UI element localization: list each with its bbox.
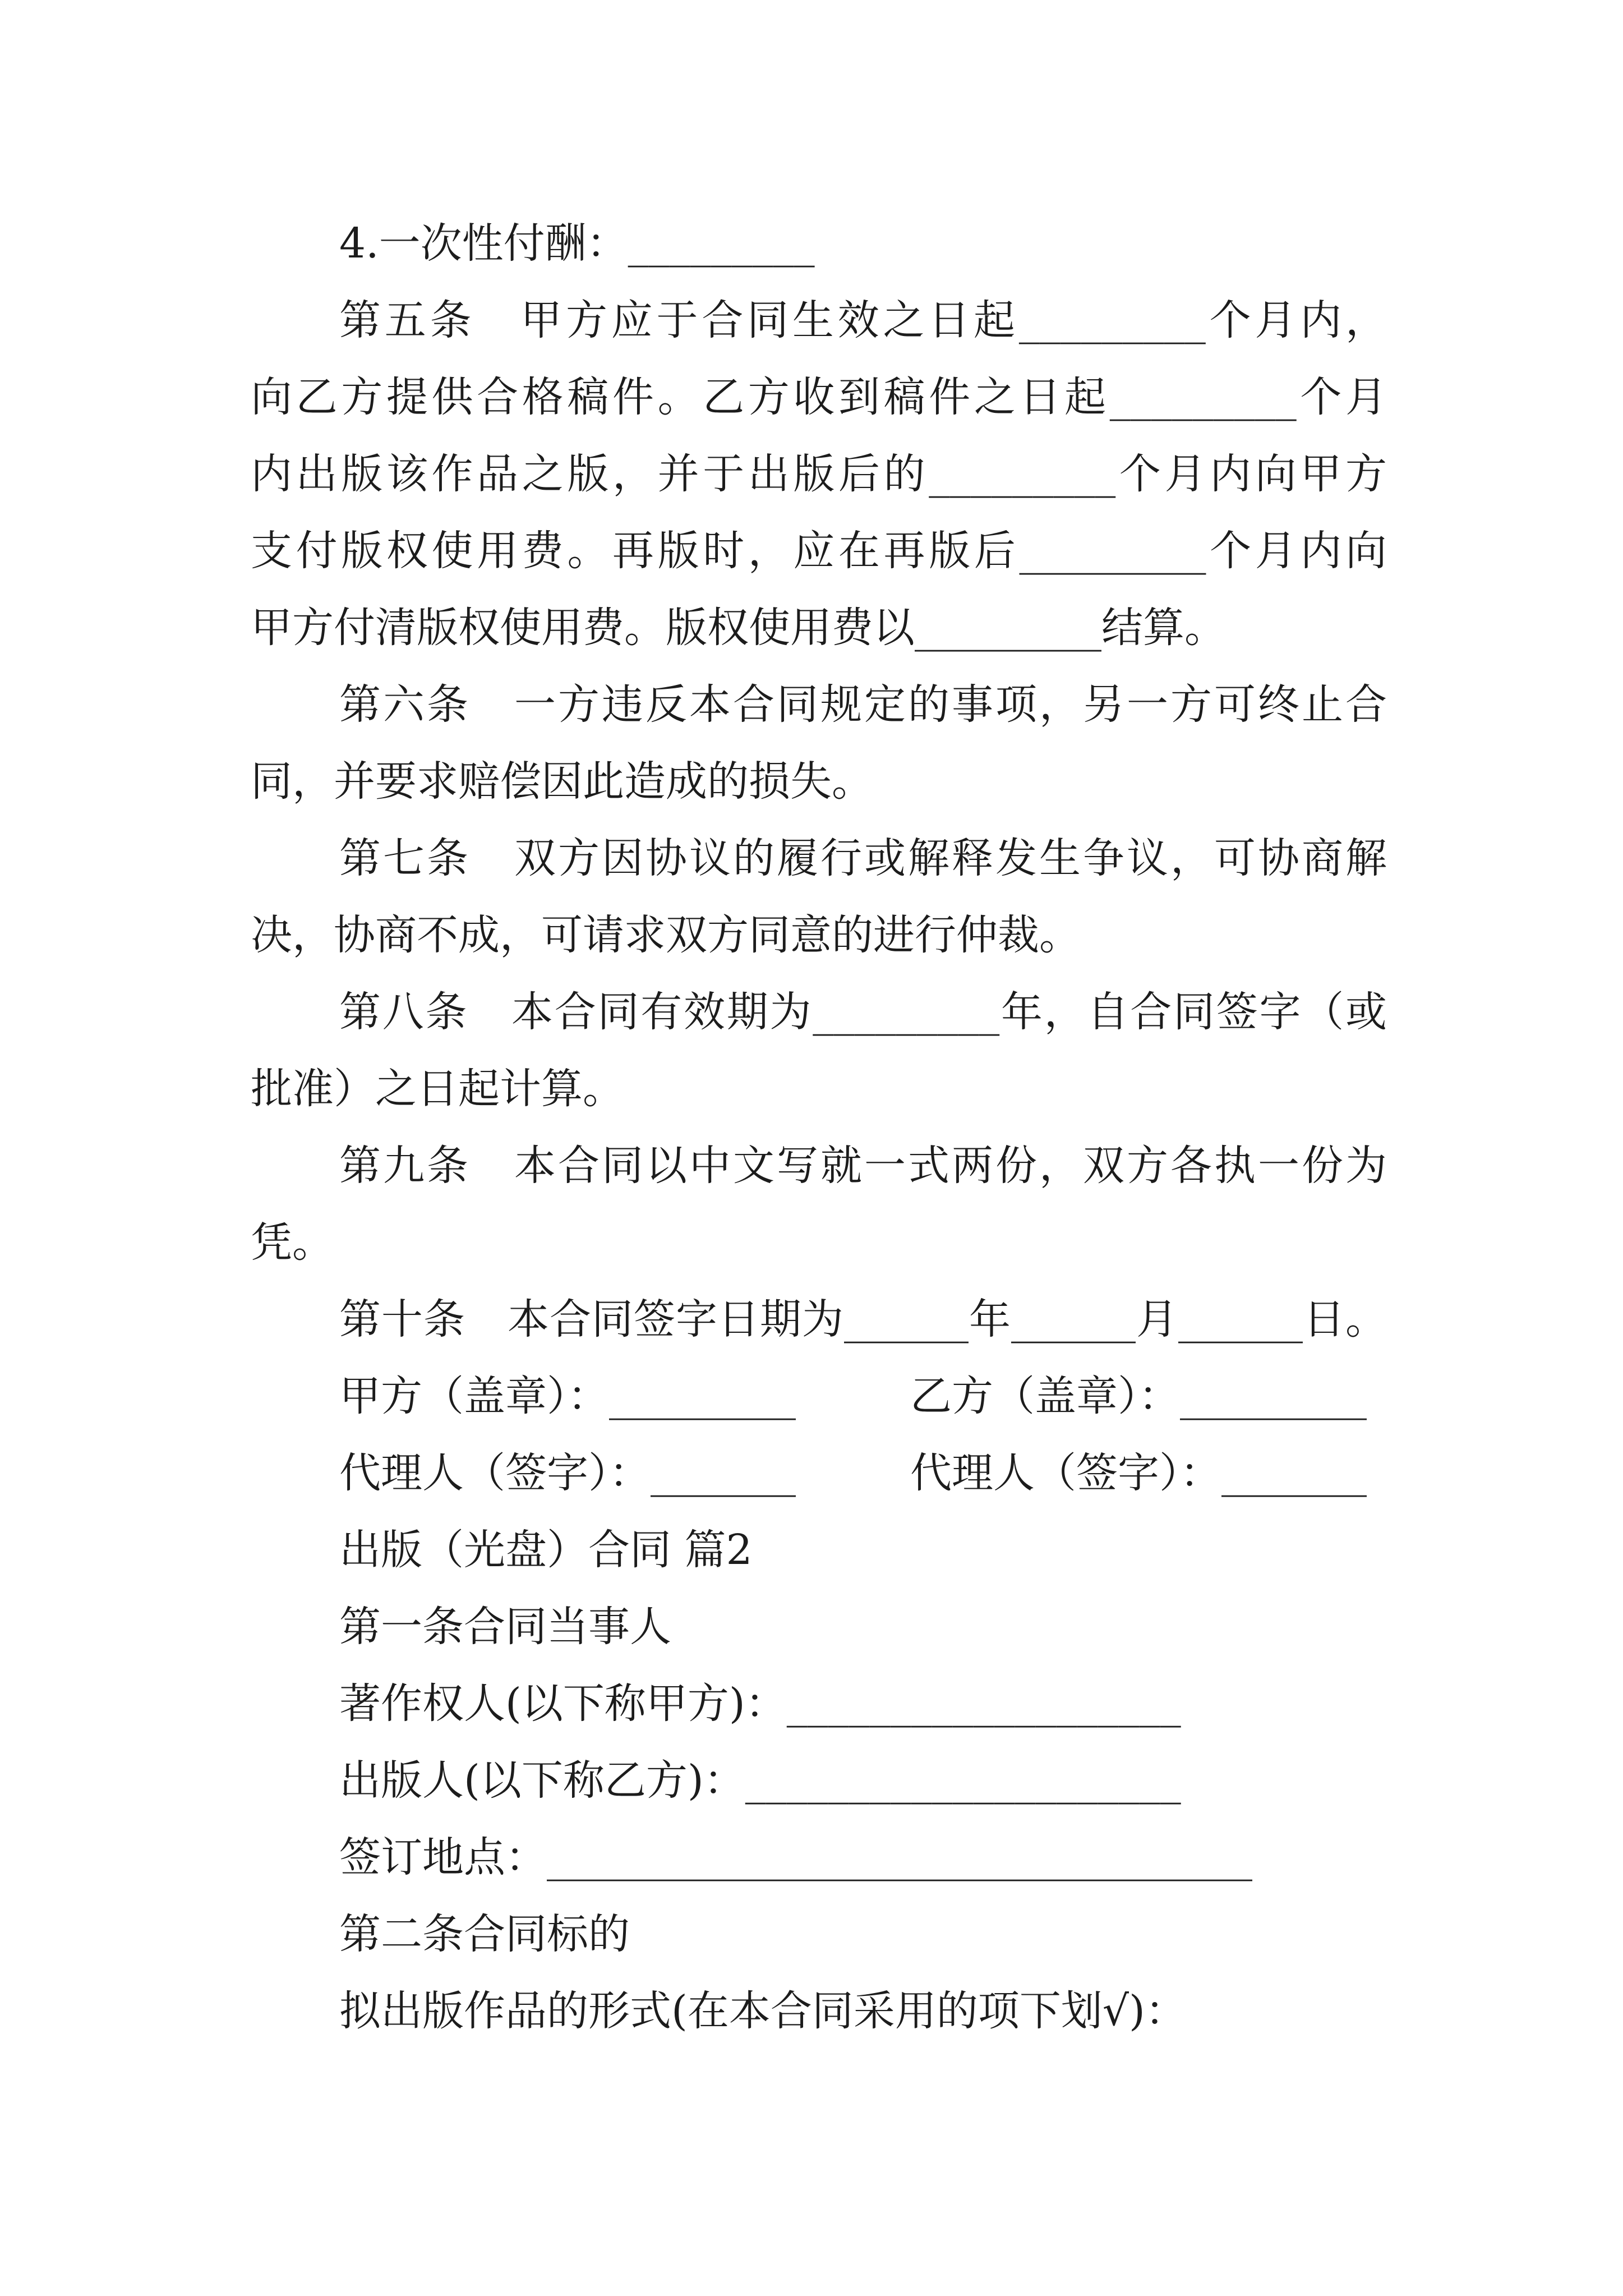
article-9-line: 凭。	[251, 1218, 334, 1267]
article-6-line: 第六条 一方违反本合同规定的事项，另一方可终止合	[339, 680, 1387, 729]
article-8-line: 第八条 本合同有效期为_________年，自合同签字（或	[339, 988, 1387, 1036]
article-10-line: 第十条 本合同签字日期为______年______月______日。	[339, 1295, 1387, 1343]
article-7-line: 第七条 双方因协议的履行或解释发生争议，可协商解	[339, 834, 1387, 882]
signing-place-field: 签订地点：__________________________________	[339, 1833, 1252, 1881]
article-8	[251, 974, 1387, 1128]
party-b-agent-field: 代理人（签字）：_______	[910, 1449, 1367, 1497]
article-5-line: 内出版该作品之版，并于出版后的_________个月内向甲方	[251, 450, 1387, 498]
article-9	[251, 1128, 1387, 1281]
contract-2-title: 出版（光盘）合同 篇2	[339, 1526, 753, 1574]
article-9-line: 第九条 本合同以中文写就一式两份，双方各执一份为	[339, 1142, 1387, 1190]
article-5	[251, 282, 1387, 666]
signature-row-seal	[251, 1358, 1387, 1435]
article-8-line: 批准）之日起计算。	[251, 1065, 624, 1113]
payment-item: 4.一次性付酬：_________	[339, 219, 815, 268]
article-6-line: 同，并要求赔偿因此造成的损失。	[251, 757, 873, 806]
article-2-text: 拟出版作品的形式(在本合同采用的项下划√)：	[339, 1987, 1187, 2035]
article-10	[251, 1281, 1387, 1358]
article-5-line: 第五条 甲方应于合同生效之日起_________个月内，	[339, 296, 1387, 344]
signature-row-agent	[251, 1435, 1387, 1512]
document-body	[251, 205, 1387, 2050]
publisher-field: 出版人(以下称乙方)：_____________________	[339, 1756, 1181, 1805]
article-1-heading: 第一条合同当事人	[339, 1603, 671, 1651]
article-2-heading: 第二条合同标的	[339, 1910, 630, 1958]
party-a-seal-field: 甲方（盖章）：_________	[339, 1372, 796, 1420]
party-a-agent-field: 代理人（签字）：_______	[339, 1449, 796, 1497]
article-7	[251, 820, 1387, 974]
article-6	[251, 666, 1387, 820]
article-5-line: 向乙方提供合格稿件。乙方收到稿件之日起_________个月	[251, 373, 1387, 421]
party-b-seal-field: 乙方（盖章）：_________	[910, 1372, 1367, 1420]
article-5-line: 支付版权使用费。再版时，应在再版后_________个月内向	[251, 527, 1387, 575]
article-7-line: 决，协商不成，可请求双方同意的进行仲裁。	[251, 911, 1081, 959]
copyright-owner-field: 著作权人(以下称甲方)：___________________	[339, 1680, 1181, 1728]
article-5-line: 甲方付清版权使用费。版权使用费以_________结算。	[251, 604, 1226, 652]
